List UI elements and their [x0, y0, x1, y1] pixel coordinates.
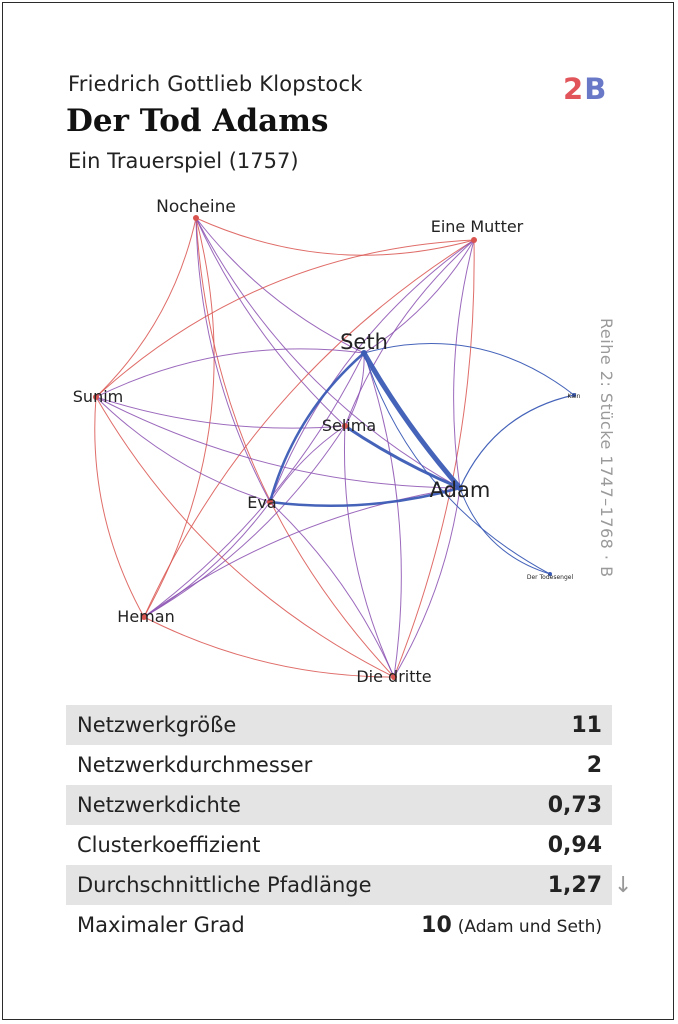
author-name: Friedrich Gottlieb Klopstock — [68, 72, 363, 96]
edge-nocheine-sunim — [96, 218, 196, 397]
stat-row-cluster-coefficient — [66, 825, 612, 865]
stat-value: 2 — [586, 752, 602, 778]
edge-einemutter-heman — [144, 240, 474, 617]
node-label-todesengel: Der Todesengel — [526, 574, 574, 581]
edge-sunim-heman — [95, 397, 144, 617]
node-label-diedritte: Die dritte — [356, 667, 432, 686]
stats-table — [66, 705, 612, 945]
edge-nocheine-diedritte — [196, 218, 394, 677]
node-label-adam: Adam — [429, 478, 491, 502]
stat-value: 1,27 — [547, 872, 602, 898]
badge-letter: B — [584, 72, 608, 106]
node-label-selima: Selima — [321, 416, 377, 435]
stat-row-network-size — [66, 705, 612, 745]
series-label: Reihe 2: Stücke 1747–1768 · B — [597, 318, 616, 578]
edge-diedritte-eva — [270, 502, 394, 677]
stat-label: Maximaler Grad — [77, 913, 245, 937]
stat-label: Netzwerkdurchmesser — [77, 753, 313, 777]
stat-row-network-diameter — [66, 745, 612, 785]
stat-row-average-path-length — [66, 865, 612, 905]
stat-row-network-density — [66, 785, 612, 825]
edge-einemutter-adam — [454, 240, 474, 488]
play-subtitle: Ein Trauerspiel (1757) — [68, 149, 299, 173]
edge-heman-selima — [144, 426, 345, 617]
node-label-kain: Kain — [567, 393, 581, 400]
edge-sunim-diedritte — [96, 397, 394, 677]
edge-selima-eva — [270, 426, 345, 502]
node-label-heman: Heman — [117, 607, 175, 626]
edge-nocheine-adam — [196, 218, 460, 488]
node-label-seth: Seth — [340, 330, 388, 354]
play-title: Der Tod Adams — [66, 103, 329, 139]
edge-adam-kain — [460, 395, 574, 488]
stat-label: Clusterkoeffizient — [77, 833, 261, 857]
stat-label: Netzwerkdichte — [77, 793, 241, 817]
node-label-sunim: Sunim — [72, 387, 124, 406]
edge-diedritte-selima — [344, 426, 394, 677]
node-einemutter — [471, 237, 477, 243]
badge-number: 2 — [563, 72, 585, 106]
network-graph — [0, 190, 678, 700]
stat-label: Durchschnittliche Pfadlänge — [77, 873, 372, 897]
stat-value: 0,94 — [547, 832, 602, 858]
edge-sunim-seth — [96, 349, 364, 397]
stat-value-group — [421, 913, 602, 938]
node-label-eva: Eva — [247, 493, 277, 512]
stat-value: 0,73 — [547, 792, 602, 818]
down-arrow-icon: ↓ — [614, 873, 633, 898]
stat-row-max-degree — [66, 905, 612, 945]
stat-value: 11 — [571, 712, 602, 738]
edge-nocheine-seth — [196, 218, 364, 353]
stat-note: (Adam und Seth) — [457, 916, 602, 937]
edge-seth-adam — [364, 353, 460, 488]
node-label-einemutter: Eine Mutter — [430, 217, 524, 236]
stat-label: Netzwerkgröße — [77, 713, 237, 737]
edge-heman-seth — [144, 353, 364, 617]
stat-value: 10 — [421, 912, 452, 938]
node-label-nocheine: Nocheine — [156, 197, 236, 217]
card-badge — [563, 72, 607, 106]
